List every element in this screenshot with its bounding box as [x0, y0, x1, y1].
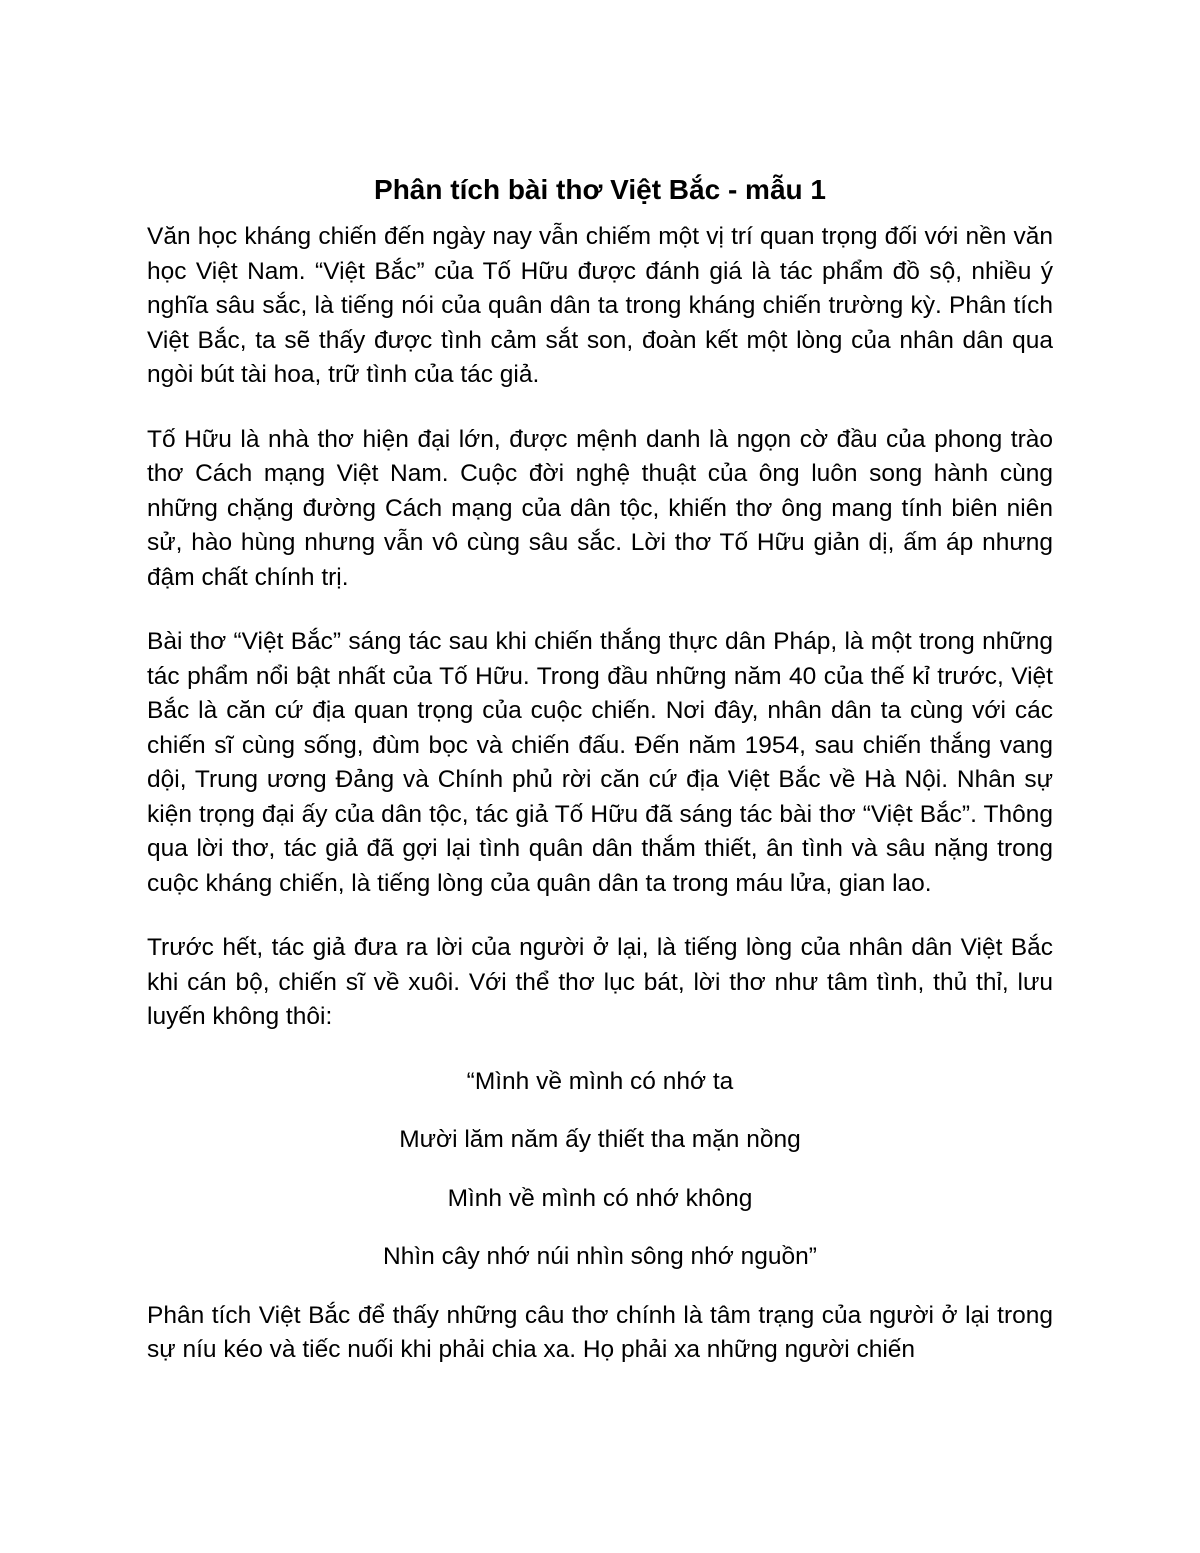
poem-line: Mình về mình có nhớ không — [447, 1184, 753, 1212]
document-title: Phân tích bài thơ Việt Bắc - mẫu 1 — [374, 174, 826, 205]
document-page — [147, 170, 1053, 1368]
poem-excerpt — [147, 1065, 1053, 1275]
paragraph-intro: Văn học kháng chiến đến ngày nay vẫn chiếm một vị trí quan trọng đối với nền văn học Việt Nam. “Việt Bắc” của Tố Hữu được đánh giá là tác phẩm đồ sộ, nhiều ý nghĩa sâu sắc, là tiếng nói của quân dân ta trong kháng chiến trường kỳ. Phân tích Việt Bắc, ta sẽ thấy được tình cảm sắt son, đoàn kết một lòng của nhân dân qua ngòi bút tài hoa, trữ tình của tác giả. — [147, 223, 1053, 388]
paragraph-analysis: Phân tích Việt Bắc để thấy những câu thơ chính là tâm trạng của người ở lại trong sự níu kéo và tiếc nuối khi phải chia xa. Họ phải xa những người chiến — [147, 1301, 1053, 1363]
poem-line: “Mình về mình có nhớ ta — [466, 1067, 734, 1095]
paragraph-author: Tố Hữu là nhà thơ hiện đại lớn, được mệnh danh là ngọn cờ đầu của phong trào thơ Cách mạng Việt Nam. Cuộc đời nghệ thuật của ông luôn song hành cùng những chặng đường Cách mạng của dân tộc, khiến thơ ông mang tính biên niên sử, hào hùng nhưng vẫn vô cùng sâu sắc. Lời thơ Tố Hữu giản dị, ấm áp nhưng đậm chất chính trị. — [147, 425, 1053, 591]
poem-line: Nhìn cây nhớ núi nhìn sông nhớ nguồn” — [383, 1243, 817, 1270]
poem-line: Mười lăm năm ấy thiết tha mặn nồng — [399, 1126, 801, 1153]
paragraph-context: Bài thơ “Việt Bắc” sáng tác sau khi chiến thắng thực dân Pháp, là một trong những tác phẩm nổi bật nhất của Tố Hữu. Trong đầu những năm 40 của thế kỉ trước, Việt Bắc là căn cứ địa quan trọng của cuộc chiến. Nơi đây, nhân dân ta cùng với các chiến sĩ cùng sống, đùm bọc và chiến đấu. Đến năm 1954, sau chiến thắng vang dội, Trung ương Đảng và Chính phủ rời căn cứ địa Việt Bắc về Hà Nội. Nhân sự kiện trọng đại ấy của dân tộc, tác giả Tố Hữu đã sáng tác bài thơ “Việt Bắc”. Thông qua lời thơ, tác giả đã gợi lại tình quân dân thắm thiết, ân tình và sâu nặng trong cuộc kháng chiến, là tiếng lòng của quân dân ta trong máu lửa, gian lao. — [147, 628, 1053, 897]
paragraph-poem-intro: Trước hết, tác giả đưa ra lời của người ở lại, là tiếng lòng của nhân dân Việt Bắc khi cán bộ, chiến sĩ về xuôi. Với thể thơ lục bát, lời thơ như tâm tình, thủ thỉ, lưu luyến không thôi: — [147, 934, 1053, 1030]
